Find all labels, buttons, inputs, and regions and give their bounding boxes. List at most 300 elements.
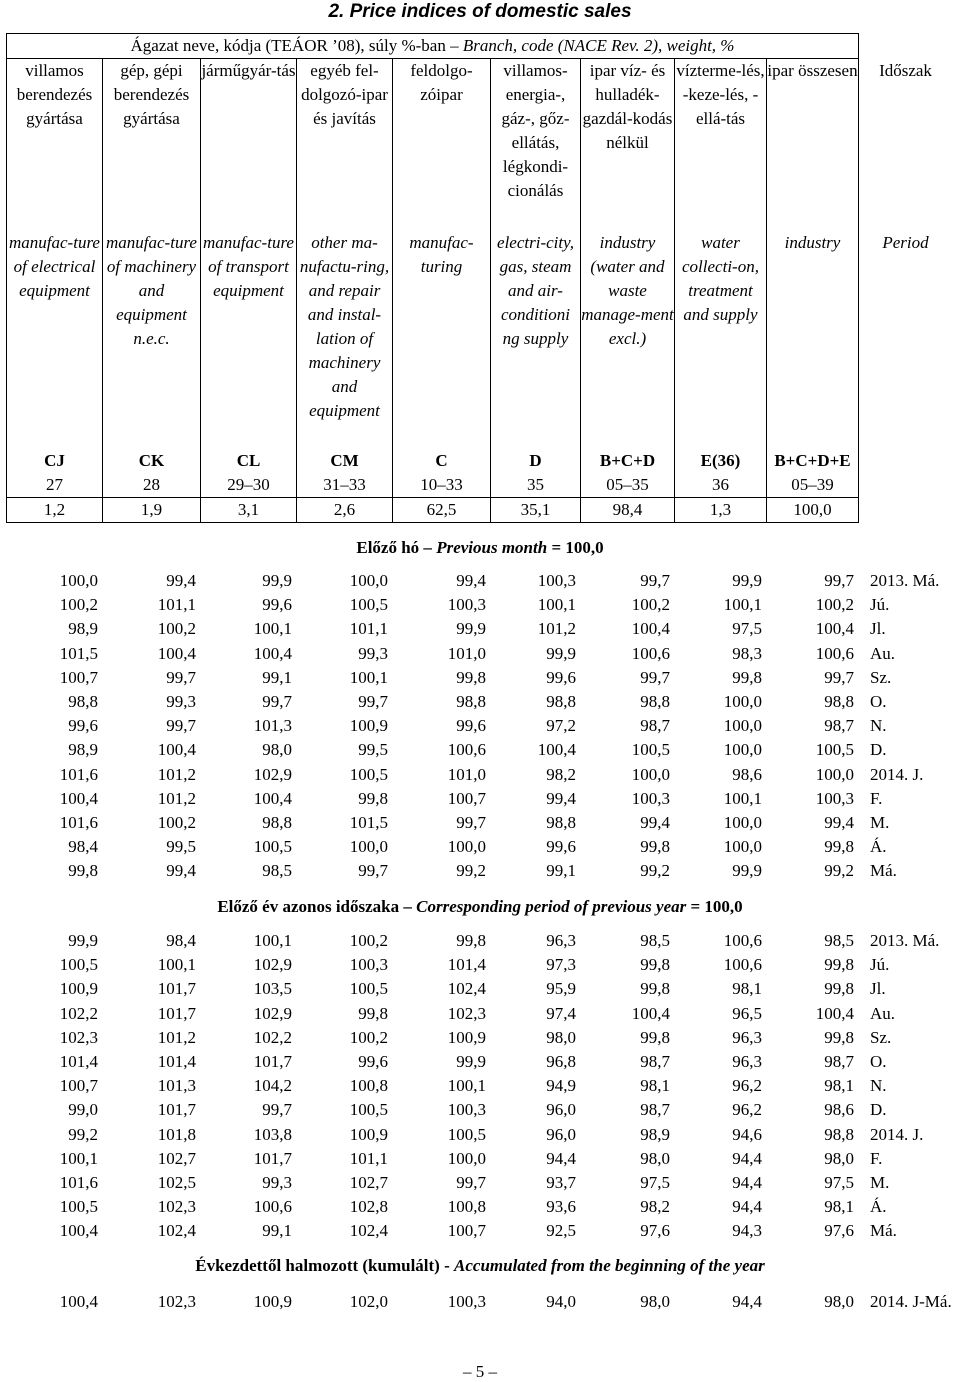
section-title-hu: Előző év azonos időszaka – [217, 897, 417, 916]
table-row [6, 738, 958, 762]
value-cell: 97,2 [546, 716, 576, 736]
value-cell: 99,6 [456, 716, 486, 736]
period-header-hu: Időszak [879, 60, 932, 80]
value-cell: 100,4 [631, 619, 670, 639]
value-cell: 99,4 [824, 813, 854, 833]
value-cell: 99,7 [358, 861, 388, 881]
period-cell: Au. [870, 643, 896, 663]
table-row [6, 569, 958, 593]
value-cell: 100,1 [537, 595, 576, 615]
value-cell: 100,5 [253, 837, 292, 857]
value-cell: 98,7 [640, 1052, 670, 1072]
value-cell: 99,7 [456, 813, 486, 833]
value-cell: 100,4 [157, 740, 196, 760]
value-cell: 96,3 [732, 1052, 762, 1072]
value-cell: 97,5 [732, 619, 762, 639]
value-cell: 99,8 [358, 788, 388, 808]
column-code: CM [297, 449, 393, 473]
value-cell: 99,7 [640, 667, 670, 687]
value-cell: 100,7 [59, 1076, 98, 1096]
table-row [6, 977, 958, 1001]
column-nace-code: 31–33 [297, 473, 393, 498]
column-nace-code: 05–39 [767, 473, 859, 498]
page-number: – 5 – [463, 1362, 497, 1381]
value-cell: 100,4 [59, 788, 98, 808]
value-cell: 98,9 [68, 740, 98, 760]
value-cell: 100,4 [631, 1003, 670, 1023]
table-row [6, 1074, 958, 1098]
value-cell: 100,8 [447, 1197, 486, 1217]
value-cell: 100,9 [253, 1292, 292, 1311]
value-cell: 100,4 [815, 1003, 854, 1023]
value-cell: 100,5 [349, 1100, 388, 1120]
period-cell: Jl. [870, 979, 886, 999]
value-cell: 100,6 [253, 1197, 292, 1217]
value-cell: 100,5 [631, 740, 670, 760]
value-cell: 99,8 [640, 979, 670, 999]
value-cell: 100,0 [723, 740, 762, 760]
value-cell: 99,7 [824, 667, 854, 687]
value-cell: 100,5 [815, 740, 854, 760]
value-cell: 100,1 [447, 1076, 486, 1096]
table-row [6, 953, 958, 977]
value-cell: 98,5 [640, 931, 670, 950]
value-cell: 97,5 [640, 1173, 670, 1193]
table-row [6, 1050, 958, 1074]
period-cell: Au. [870, 1003, 896, 1023]
value-cell: 99,4 [456, 571, 486, 590]
value-cell: 96,8 [546, 1052, 576, 1072]
value-cell: 99,3 [262, 1173, 292, 1193]
value-cell: 94,3 [732, 1221, 762, 1241]
value-cell: 102,7 [349, 1173, 388, 1193]
period-cell: 2013. Má. [870, 571, 940, 590]
column-header-hu: villamos-energia-, gáz-, gőz-ellátás, légkondi-cionálás [491, 59, 581, 232]
column-weight: 1,9 [103, 498, 201, 523]
period-cell: Jú. [870, 595, 890, 615]
value-cell: 98,8 [546, 692, 576, 712]
value-cell: 99,6 [358, 1052, 388, 1072]
value-cell: 99,1 [546, 861, 576, 881]
column-header-hu: ipar összesen [767, 59, 859, 232]
column-nace-code: 36 [675, 473, 767, 498]
period-header-en: Period [882, 233, 929, 252]
section-title-hu: Előző hó – [356, 538, 437, 557]
column-header-hu: feldolgo-zóipar [393, 59, 491, 232]
value-cell: 99,4 [546, 788, 576, 808]
column-header-en: industry [767, 231, 859, 449]
column-code: B+C+D+E [767, 449, 859, 473]
period-cell: O. [870, 692, 887, 712]
column-code: CJ [7, 449, 103, 473]
value-cell: 100,2 [157, 813, 196, 833]
value-cell: 99,7 [358, 692, 388, 712]
value-cell: 99,7 [166, 667, 196, 687]
value-cell: 100,8 [349, 1076, 388, 1096]
value-cell: 97,6 [824, 1221, 854, 1241]
column-header-en: manufac-turing [393, 231, 491, 449]
column-code: CL [201, 449, 297, 473]
table-row [6, 690, 958, 714]
value-cell: 101,8 [157, 1124, 196, 1144]
value-cell: 100,7 [59, 667, 98, 687]
value-cell: 100,0 [447, 837, 486, 857]
column-header-en: manufac-ture of machinery and equipment n.e.c. [103, 231, 201, 449]
column-nace-code: 05–35 [581, 473, 675, 498]
section-data-table [6, 1290, 958, 1314]
value-cell: 100,7 [447, 1221, 486, 1241]
value-cell: 98,8 [824, 1124, 854, 1144]
table-row [6, 763, 958, 787]
value-cell: 99,0 [68, 1100, 98, 1120]
value-cell: 100,6 [723, 955, 762, 975]
value-cell: 101,7 [253, 1052, 292, 1072]
table-row [6, 1171, 958, 1195]
period-cell: 2014. J. [870, 1124, 924, 1144]
table-row [6, 1147, 958, 1171]
period-cell: Má. [870, 861, 897, 881]
value-cell: 98,9 [68, 619, 98, 639]
value-cell: 99,5 [358, 740, 388, 760]
value-cell: 100,2 [815, 595, 854, 615]
value-cell: 102,4 [349, 1221, 388, 1241]
value-cell: 100,9 [349, 1124, 388, 1144]
section-title-hu: Évkezdettől halmozott (kumulált) - [195, 1256, 455, 1275]
period-cell: N. [870, 1076, 887, 1096]
value-cell: 98,8 [546, 813, 576, 833]
value-cell: 102,2 [253, 1027, 292, 1047]
column-weight: 100,0 [767, 498, 859, 523]
value-cell: 99,8 [68, 861, 98, 881]
value-cell: 98,0 [640, 1148, 670, 1168]
value-cell: 100,4 [253, 788, 292, 808]
value-cell: 100,1 [723, 788, 762, 808]
section-title-suffix: = 100,0 [547, 538, 604, 557]
section-title [0, 896, 960, 918]
value-cell: 102,4 [157, 1221, 196, 1241]
value-cell: 99,2 [824, 861, 854, 881]
value-cell: 100,3 [349, 955, 388, 975]
value-cell: 99,9 [262, 571, 292, 590]
value-cell: 96,3 [546, 931, 576, 950]
value-cell: 101,2 [537, 619, 576, 639]
section-data-table [6, 569, 958, 884]
period-cell: Jú. [870, 955, 890, 975]
value-cell: 99,8 [456, 667, 486, 687]
section-title [0, 1255, 960, 1277]
column-header-en: electri-city, gas, steam and air-conditioni ng supply [491, 231, 581, 449]
value-cell: 99,9 [732, 571, 762, 590]
value-cell: 100,5 [59, 1197, 98, 1217]
value-cell: 100,3 [447, 1100, 486, 1120]
value-cell: 97,3 [546, 955, 576, 975]
value-cell: 102,3 [157, 1292, 196, 1311]
value-cell: 99,8 [640, 1027, 670, 1047]
value-cell: 94,0 [546, 1292, 576, 1311]
column-nace-code: 29–30 [201, 473, 297, 498]
value-cell: 99,9 [68, 931, 98, 950]
value-cell: 99,5 [166, 837, 196, 857]
value-cell: 98,0 [640, 1292, 670, 1311]
branch-header-en: Branch, code (NACE Rev. 2), weight, % [462, 36, 735, 55]
value-cell: 100,9 [447, 1027, 486, 1047]
value-cell: 101,7 [157, 1100, 196, 1120]
period-cell: F. [870, 1148, 883, 1168]
period-cell: 2014. J. [870, 764, 924, 784]
value-cell: 96,3 [732, 1027, 762, 1047]
value-cell: 98,2 [546, 764, 576, 784]
value-cell: 93,7 [546, 1173, 576, 1193]
period-cell: Má. [870, 1221, 897, 1241]
section-title-suffix: = 100,0 [686, 897, 743, 916]
value-cell: 102,9 [253, 764, 292, 784]
value-cell: 99,7 [262, 1100, 292, 1120]
table-row [6, 1195, 958, 1219]
table-row [6, 1026, 958, 1050]
value-cell: 99,7 [640, 571, 670, 590]
period-cell: 2013. Má. [870, 931, 940, 950]
value-cell: 98,7 [640, 716, 670, 736]
value-cell: 100,2 [59, 595, 98, 615]
value-cell: 101,3 [253, 716, 292, 736]
value-cell: 100,3 [447, 595, 486, 615]
column-nace-code: 10–33 [393, 473, 491, 498]
value-cell: 101,3 [157, 1076, 196, 1096]
branch-header-hu: Ágazat neve, kódja (TEÁOR ’08), súly %-ban – [130, 36, 463, 55]
column-header-en: other ma-nufactu-ring, and repair and instal-lation of machinery and equipment [297, 231, 393, 449]
value-cell: 98,6 [732, 764, 762, 784]
value-cell: 99,7 [262, 692, 292, 712]
value-cell: 100,0 [723, 692, 762, 712]
spacer-cell [859, 473, 953, 498]
value-cell: 98,5 [824, 931, 854, 950]
value-cell: 94,4 [732, 1148, 762, 1168]
value-cell: 99,8 [358, 1003, 388, 1023]
column-weight: 35,1 [491, 498, 581, 523]
value-cell: 100,4 [59, 1221, 98, 1241]
value-cell: 102,3 [157, 1197, 196, 1217]
value-cell: 99,9 [732, 861, 762, 881]
value-cell: 98,1 [824, 1197, 854, 1217]
table-row [6, 1123, 958, 1147]
value-cell: 100,0 [723, 716, 762, 736]
value-cell: 99,4 [166, 861, 196, 881]
value-cell: 100,9 [59, 979, 98, 999]
value-cell: 100,4 [815, 619, 854, 639]
value-cell: 99,8 [640, 955, 670, 975]
value-cell: 100,0 [815, 764, 854, 784]
section-title-en: Previous month [436, 538, 548, 557]
value-cell: 99,8 [824, 955, 854, 975]
value-cell: 93,6 [546, 1197, 576, 1217]
value-cell: 101,7 [253, 1148, 292, 1168]
value-cell: 99,9 [456, 1052, 486, 1072]
period-cell: Sz. [870, 1027, 892, 1047]
column-header-hu: gép, gépi berendezés gyártása [103, 59, 201, 232]
value-cell: 100,2 [349, 931, 388, 950]
value-cell: 99,8 [640, 837, 670, 857]
value-cell: 99,6 [262, 595, 292, 615]
value-cell: 100,1 [349, 667, 388, 687]
value-cell: 101,2 [157, 764, 196, 784]
value-cell: 98,8 [456, 692, 486, 712]
table-row [6, 787, 958, 811]
value-cell: 102,7 [157, 1148, 196, 1168]
value-cell: 100,6 [723, 931, 762, 950]
value-cell: 100,0 [349, 837, 388, 857]
value-cell: 100,4 [537, 740, 576, 760]
period-cell: D. [870, 740, 887, 760]
value-cell: 96,2 [732, 1100, 762, 1120]
value-cell: 100,6 [447, 740, 486, 760]
value-cell: 102,5 [157, 1173, 196, 1193]
value-cell: 96,0 [546, 1100, 576, 1120]
table-row [6, 811, 958, 835]
value-cell: 101,0 [447, 643, 486, 663]
table-row [6, 714, 958, 738]
value-cell: 101,1 [349, 619, 388, 639]
period-cell: Á. [870, 1197, 887, 1217]
table-row [6, 859, 958, 883]
section-data-table [6, 929, 958, 1244]
value-cell: 98,4 [166, 931, 196, 950]
value-cell: 98,5 [262, 861, 292, 881]
value-cell: 104,2 [253, 1076, 292, 1096]
value-cell: 102,3 [59, 1027, 98, 1047]
value-cell: 98,8 [262, 813, 292, 833]
column-header-hu: villamos berendezés gyártása [7, 59, 103, 232]
value-cell: 94,6 [732, 1124, 762, 1144]
value-cell: 99,1 [262, 667, 292, 687]
table-row [6, 1290, 958, 1314]
value-cell: 100,0 [723, 837, 762, 857]
table-row [6, 1219, 958, 1243]
value-cell: 100,3 [631, 788, 670, 808]
value-cell: 101,4 [447, 955, 486, 975]
value-cell: 100,0 [723, 813, 762, 833]
value-cell: 100,4 [253, 643, 292, 663]
column-header-hu: egyéb fel-dolgozó-ipar és javítás [297, 59, 393, 232]
value-cell: 96,2 [732, 1076, 762, 1096]
column-nace-code: 28 [103, 473, 201, 498]
value-cell: 102,9 [253, 955, 292, 975]
period-cell: M. [870, 813, 890, 833]
value-cell: 99,3 [358, 643, 388, 663]
value-cell: 99,8 [732, 667, 762, 687]
value-cell: 98,8 [824, 692, 854, 712]
column-nace-code: 35 [491, 473, 581, 498]
column-code: B+C+D [581, 449, 675, 473]
value-cell: 98,7 [640, 1100, 670, 1120]
column-header-en: water collecti-on, treatment and supply [675, 231, 767, 449]
section-title-en: Accumulated from the beginning of the year [454, 1256, 765, 1275]
value-cell: 102,0 [349, 1292, 388, 1311]
column-weight: 2,6 [297, 498, 393, 523]
value-cell: 98,1 [732, 979, 762, 999]
value-cell: 92,5 [546, 1221, 576, 1241]
value-cell: 100,1 [253, 619, 292, 639]
value-cell: 98,0 [546, 1027, 576, 1047]
value-cell: 101,6 [59, 1173, 98, 1193]
table-row [6, 666, 958, 690]
value-cell: 100,7 [447, 788, 486, 808]
value-cell: 100,0 [349, 571, 388, 590]
value-cell: 98,3 [732, 643, 762, 663]
value-cell: 98,9 [640, 1124, 670, 1144]
value-cell: 98,8 [640, 692, 670, 712]
value-cell: 100,0 [631, 764, 670, 784]
value-cell: 99,4 [166, 571, 196, 590]
value-cell: 99,2 [68, 1124, 98, 1144]
value-cell: 98,4 [68, 837, 98, 857]
value-cell: 97,5 [824, 1173, 854, 1193]
value-cell: 98,0 [824, 1148, 854, 1168]
period-cell: Jl. [870, 619, 886, 639]
value-cell: 101,6 [59, 764, 98, 784]
value-cell: 94,4 [732, 1197, 762, 1217]
page-title: 2. Price indices of domestic sales [328, 1, 632, 22]
value-cell: 100,2 [349, 1027, 388, 1047]
value-cell: 100,5 [349, 595, 388, 615]
value-cell: 98,1 [824, 1076, 854, 1096]
value-cell: 102,4 [447, 979, 486, 999]
value-cell: 96,5 [732, 1003, 762, 1023]
value-cell: 100,1 [157, 955, 196, 975]
value-cell: 99,8 [824, 979, 854, 999]
value-cell: 102,8 [349, 1197, 388, 1217]
period-cell: Sz. [870, 667, 892, 687]
value-cell: 100,4 [59, 1292, 98, 1311]
value-cell: 99,7 [166, 716, 196, 736]
column-header-en: manufac-ture of electrical equipment [7, 231, 103, 449]
value-cell: 99,7 [824, 571, 854, 590]
value-cell: 99,2 [456, 861, 486, 881]
value-cell: 103,8 [253, 1124, 292, 1144]
value-cell: 99,8 [824, 837, 854, 857]
value-cell: 100,2 [157, 619, 196, 639]
value-cell: 99,6 [546, 837, 576, 857]
value-cell: 98,2 [640, 1197, 670, 1217]
value-cell: 99,7 [456, 1173, 486, 1193]
period-cell: N. [870, 716, 887, 736]
value-cell: 94,4 [732, 1173, 762, 1193]
value-cell: 102,9 [253, 1003, 292, 1023]
table-row [6, 1002, 958, 1026]
table-row [6, 617, 958, 641]
value-cell: 100,9 [349, 716, 388, 736]
value-cell: 101,4 [157, 1052, 196, 1072]
value-cell: 98,7 [824, 716, 854, 736]
value-cell: 100,5 [447, 1124, 486, 1144]
column-weight: 62,5 [393, 498, 491, 523]
value-cell: 97,6 [640, 1221, 670, 1241]
value-cell: 100,3 [447, 1292, 486, 1311]
value-cell: 100,1 [723, 595, 762, 615]
column-header-hu: járműgyár-tás [201, 59, 297, 232]
value-cell: 100,5 [349, 764, 388, 784]
column-header-hu: vízterme-lés, -keze-lés, -ellá-tás [675, 59, 767, 232]
value-cell: 94,9 [546, 1076, 576, 1096]
period-cell: O. [870, 1052, 887, 1072]
value-cell: 101,4 [59, 1052, 98, 1072]
column-nace-code: 27 [7, 473, 103, 498]
value-cell: 98,1 [640, 1076, 670, 1096]
value-cell: 97,4 [546, 1003, 576, 1023]
column-weight: 3,1 [201, 498, 297, 523]
value-cell: 99,2 [640, 861, 670, 881]
value-cell: 101,5 [59, 643, 98, 663]
value-cell: 98,0 [262, 740, 292, 760]
